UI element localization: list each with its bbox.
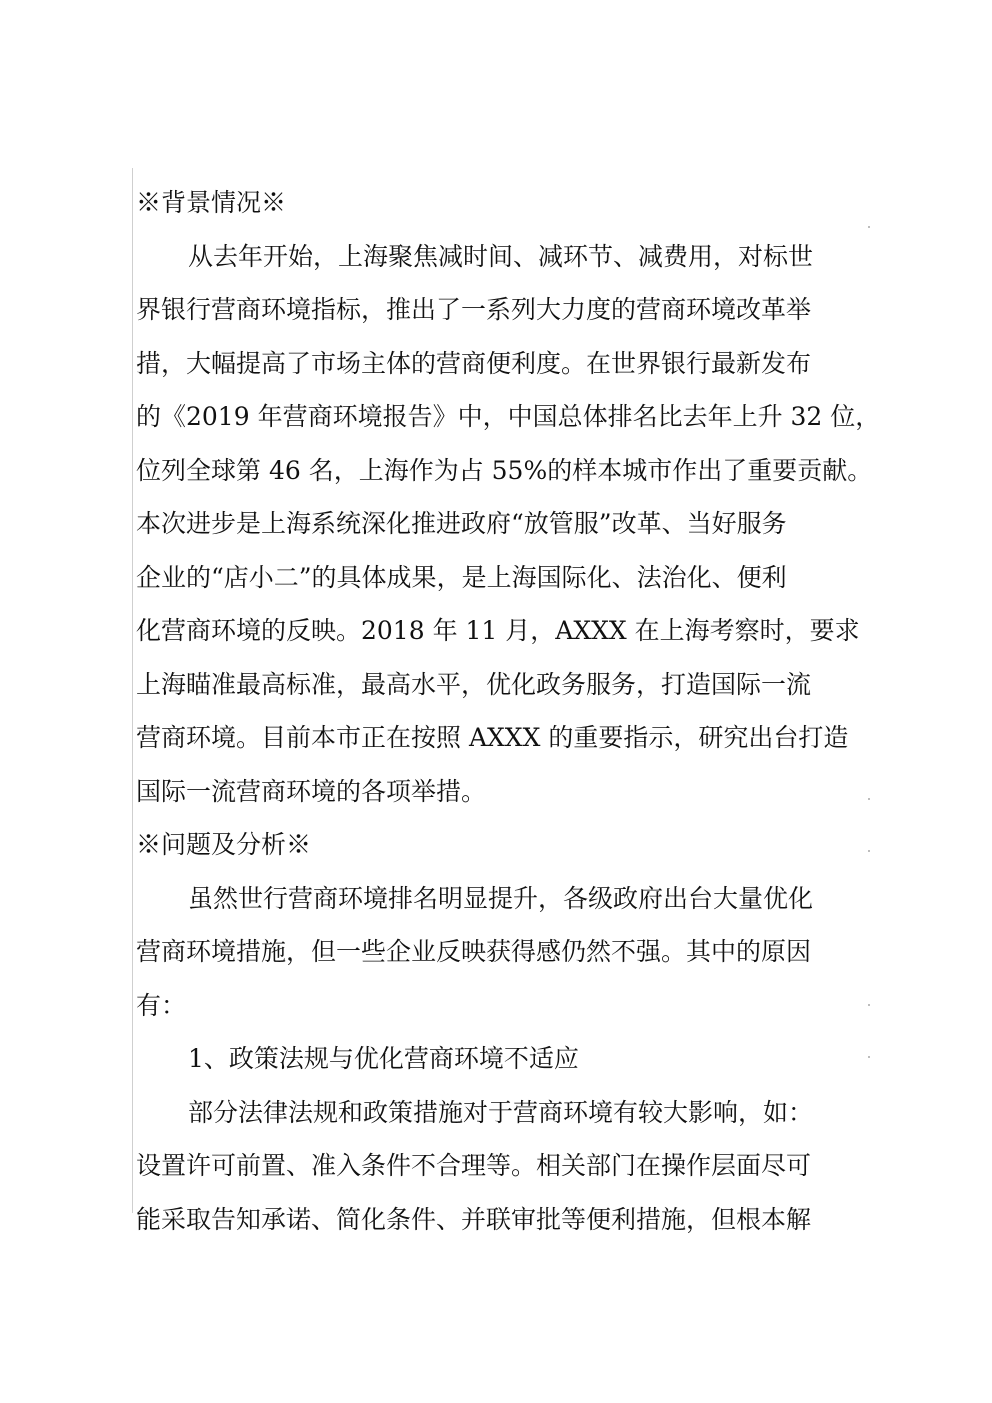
paragraph-line: 企业的“店小二”的具体成果，是上海国际化、法治化、便利 [136, 562, 787, 592]
paragraph-line: 界银行营商环境指标，推出了一系列大力度的营商环境改革举 [136, 295, 812, 324]
paragraph-line: 化营商环境的反映。2018 年 11 月，AXXX 在上海考察时，要求 [136, 616, 860, 645]
paragraph-line: 措，大幅提高了市场主体的营商便利度。在世界银行最新发布 [136, 348, 812, 378]
paragraph-line: 设置许可前置、准入条件不合理等。相关部门在操作层面尽可 [136, 1151, 812, 1180]
paragraph-line: 虽然世行营商环境排名明显提升，各级政府出台大量优化 [188, 883, 814, 913]
paragraph-line: 营商环境措施，但一些企业反映获得感仍然不强。其中的原因 [136, 937, 812, 966]
paragraph-line: 国际一流营商环境的各项举措。 [136, 776, 487, 806]
paragraph-line: 上海瞄准最高标准，最高水平，优化政务服务，打造国际一流 [136, 669, 812, 699]
paragraph-line: 有： [136, 990, 187, 1020]
numbered-subheading: 1、政策法规与优化营商环境不适应 [188, 1044, 579, 1073]
left-margin-rule [132, 168, 133, 1213]
section-heading-background: ※背景情况※ [136, 188, 287, 217]
document-body [136, 176, 896, 1246]
paragraph-line: 部分法律法规和政策措施对于营商环境有较大影响，如： [188, 1097, 814, 1127]
section-heading-problems: ※问题及分析※ [136, 830, 312, 859]
paragraph-line: 从去年开始，上海聚焦减时间、减环节、减费用，对标世 [188, 241, 814, 271]
paragraph-line: 能采取告知承诺、简化条件、并联审批等便利措施，但根本解 [136, 1204, 812, 1234]
paragraph-line: 的《2019 年营商环境报告》中，中国总体排名比去年上升 32 位， [136, 402, 881, 431]
paragraph-line: 本次进步是上海系统深化推进政府“放管服”改革、当好服务 [136, 509, 787, 538]
paragraph-line: 营商环境。目前本市正在按照 AXXX 的重要指示，研究出台打造 [136, 723, 849, 752]
paragraph-line: 位列全球第 46 名，上海作为占 55%的样本城市作出了重要贡献。 [136, 455, 873, 485]
